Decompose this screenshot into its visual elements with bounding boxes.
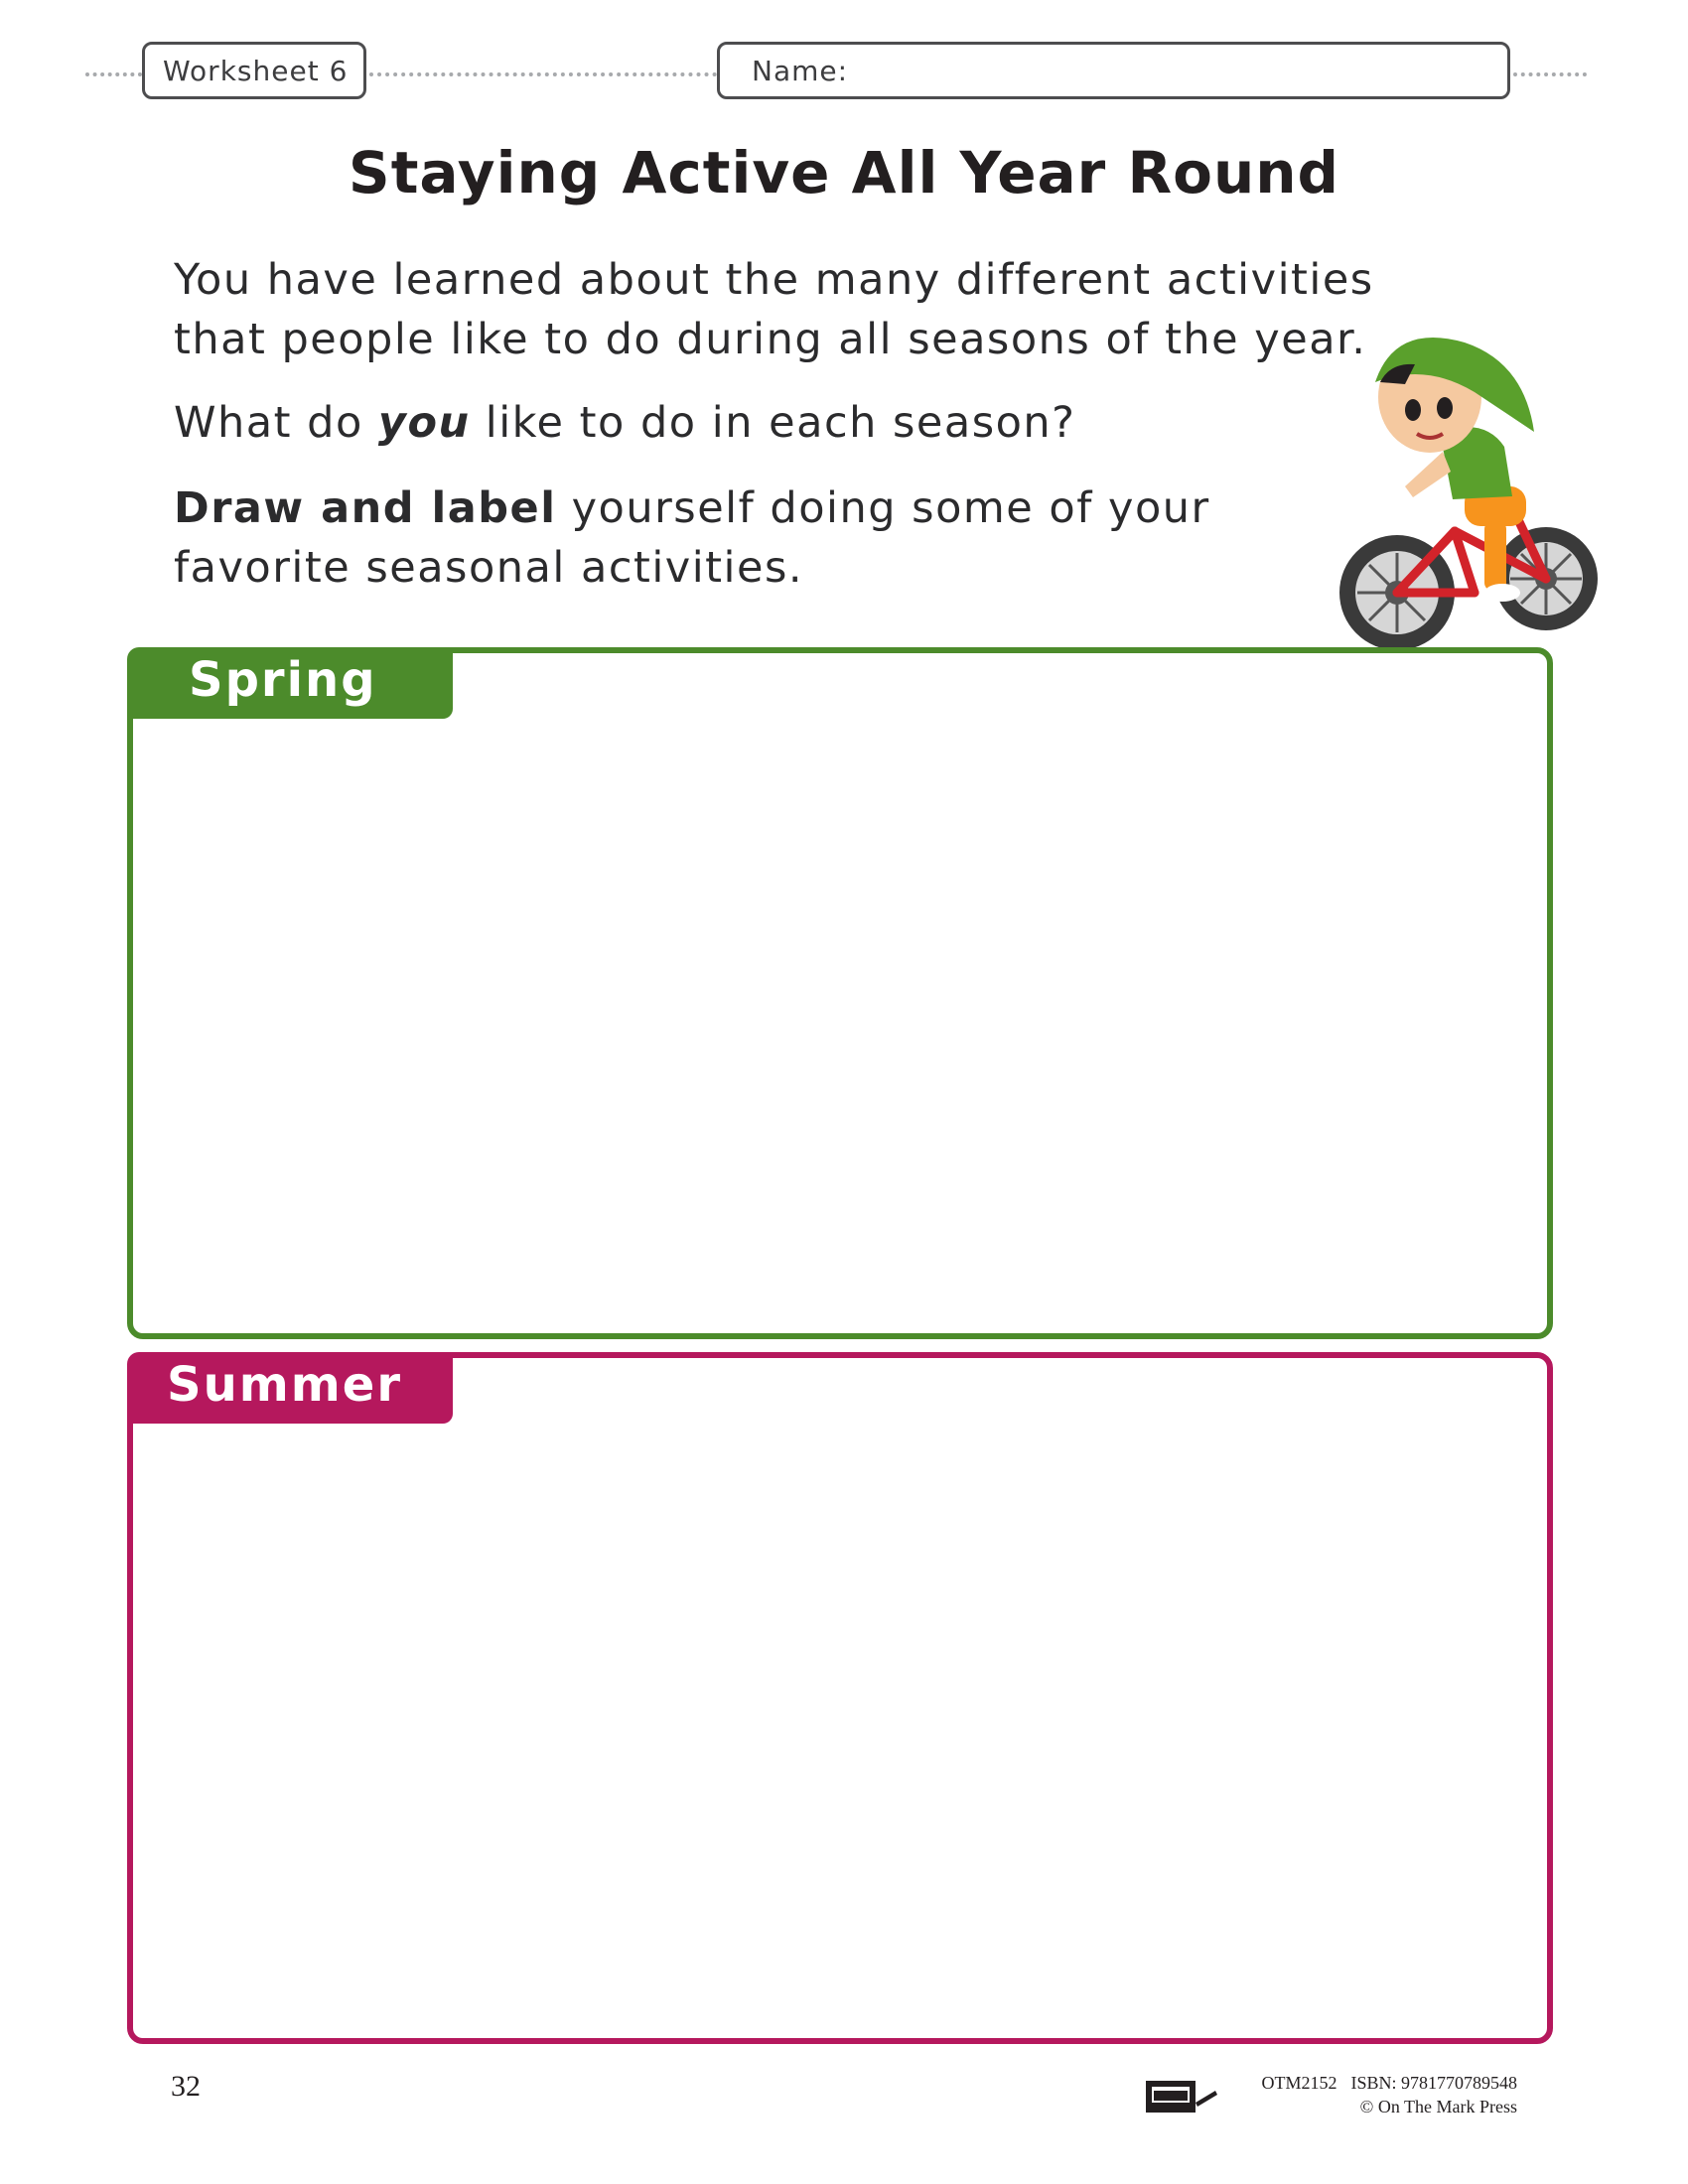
- spring-tab-label: Spring: [127, 647, 453, 719]
- footer-credits: [1229, 2071, 1517, 2118]
- isbn: ISBN: 9781770789548: [1350, 2073, 1517, 2093]
- copyright: © On The Mark Press: [1359, 2097, 1517, 2116]
- header-dots-right: [1513, 72, 1587, 76]
- instruction-emphasis: Draw and label: [174, 483, 557, 533]
- spring-drawing-area[interactable]: [127, 647, 1553, 1339]
- question-paragraph: [174, 393, 1076, 453]
- name-label: Name:: [752, 54, 849, 87]
- header-dots-left: [85, 72, 142, 76]
- question-emphasis: you: [377, 398, 471, 448]
- product-code: OTM2152: [1261, 2073, 1337, 2093]
- name-field[interactable]: [717, 42, 1510, 99]
- intro-paragraph: You have learned about the many different activities that people like to do during all seasons of the year.: [174, 255, 1374, 364]
- question-text-start: What do: [174, 398, 378, 448]
- photocopier-icon: [1142, 2073, 1219, 2115]
- page-number: 32: [171, 2070, 201, 2103]
- page-title: Staying Active All Year Round: [348, 139, 1340, 206]
- instruction-paragraph: [174, 478, 1266, 598]
- worksheet-label: Worksheet 6: [163, 54, 349, 87]
- question-text-end: like to do in each season?: [470, 398, 1076, 448]
- summer-drawing-area[interactable]: [127, 1352, 1553, 2044]
- boy-on-bicycle-icon: [1336, 323, 1614, 665]
- worksheet-number-box: [142, 42, 366, 99]
- instruction-text: yourself doing some of your favorite seasonal activities.: [174, 483, 1210, 593]
- summer-tab-label: Summer: [127, 1352, 453, 1424]
- header-dots-middle: [369, 72, 717, 76]
